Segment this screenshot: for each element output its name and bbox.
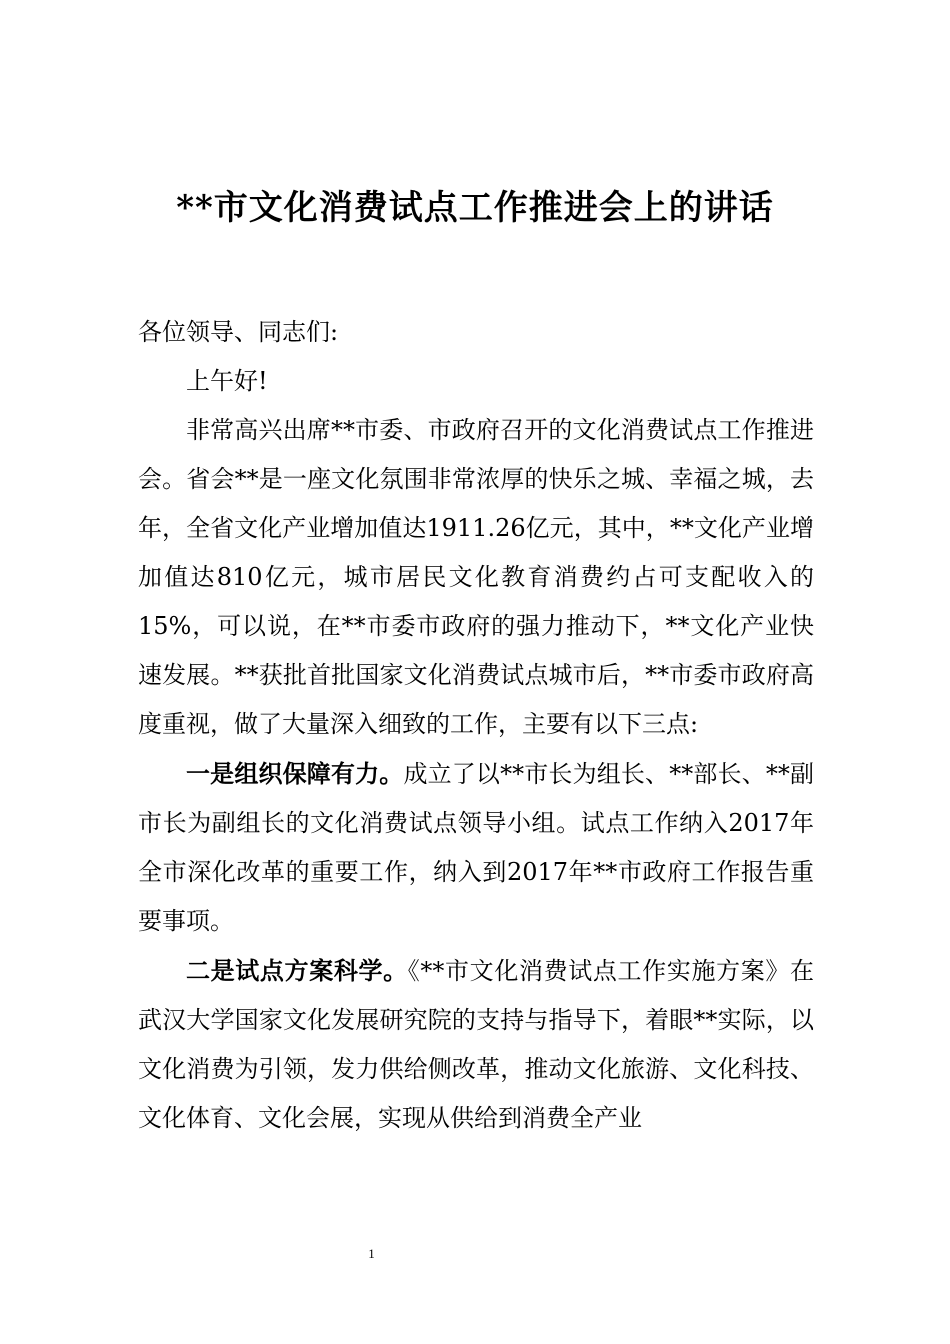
point-1-text: 成立了以**市长为组长、**部长、**副市长为副组长的文化消费试点领导小组。试点工作纳入2017年全市深化改革的重要工作，纳入到2017年**市政府工作报告重要事项。	[138, 760, 815, 935]
intro-paragraph: 非常高兴出席**市委、市政府召开的文化消费试点工作推进会。省会**是一座文化氛围非常浓厚的快乐之城、幸福之城，去年，全省文化产业增加值达1911.26亿元，其中，**文化产业增加值达810亿元，城市居民文化教育消费约占可支配收入的15%，可以说，在**市委市政府的强力推动下，**文化产业快速发展。**获批首批国家文化消费试点城市后，**市委市政府高度重视，做了大量深入细致的工作，主要有以下三点:	[138, 416, 814, 738]
salutation: 各位领导、同志们:	[138, 318, 339, 346]
page-number: 1	[368, 1246, 375, 1261]
point-1-heading: 一是组织保障有力。	[186, 759, 404, 788]
point-2-text: 《**市文化消费试点工作实施方案》在武汉大学国家文化发展研究院的支持与指导下，着眼**实际，以文化消费为引领，发力供给侧改革，推动文化旅游、文化科技、文化体育、文化会展，实现从供给到消费全产业	[138, 957, 815, 1132]
document-body	[138, 308, 814, 1143]
document-title: **市文化消费试点工作推进会上的讲话	[176, 188, 774, 228]
point-1-paragraph	[138, 749, 814, 946]
point-2-heading: 二是试点方案科学。	[186, 956, 408, 985]
greeting: 上午好!	[186, 367, 268, 395]
point-2-paragraph	[138, 946, 814, 1143]
